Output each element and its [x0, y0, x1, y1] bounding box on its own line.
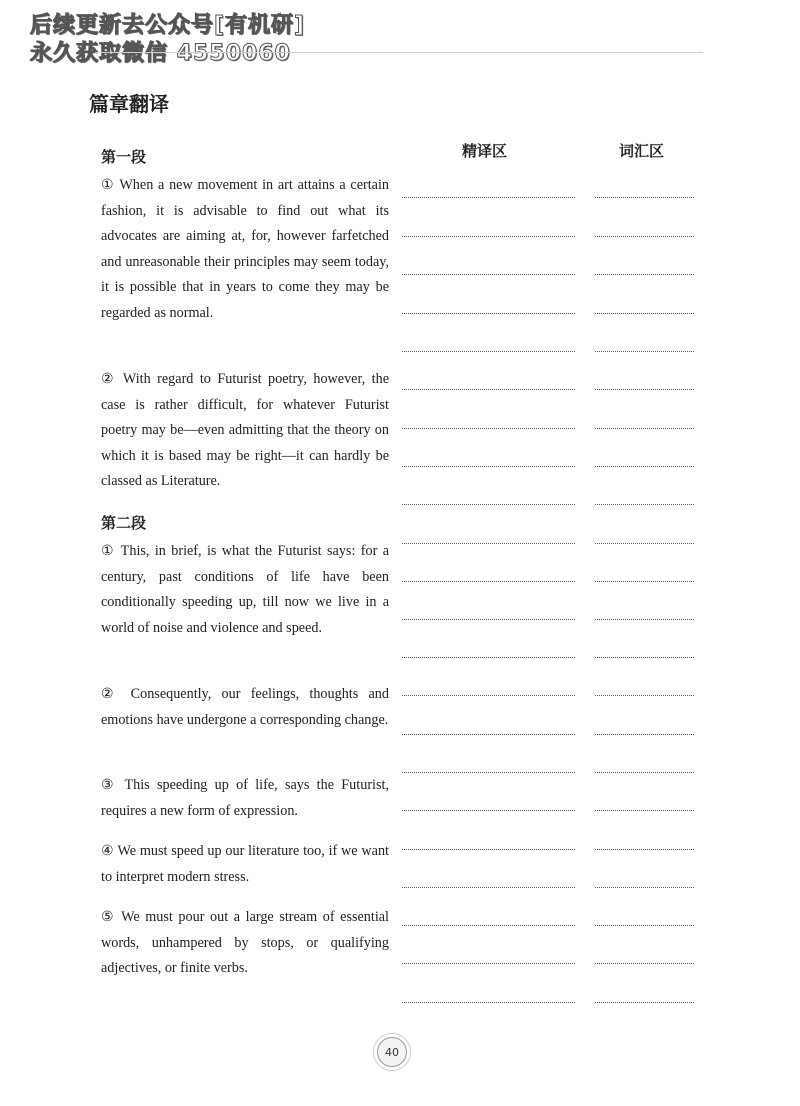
section-2-paragraph-2: ② Consequently, our feelings, thoughts and emotions have undergone a corresponding change. — [101, 686, 389, 728]
vocabulary-writing-line — [595, 389, 694, 390]
vocabulary-writing-line — [595, 236, 694, 237]
translation-writing-line — [402, 236, 575, 237]
translation-writing-line — [402, 1002, 575, 1003]
section-2-paragraph-1: ① This, in brief, is what the Futurist says: for a century, past conditions of life have been conditionally speeding up, till now we live in a world of noise and violence and speed. — [101, 543, 389, 636]
translation-writing-line — [402, 849, 575, 850]
translation-writing-line — [402, 887, 575, 888]
section-title-2: 第二段 — [101, 514, 147, 532]
translation-writing-line — [402, 274, 575, 275]
translation-writing-line — [402, 428, 575, 429]
header-rule — [95, 52, 703, 53]
section-1-paragraph-1: ① When a new movement in art attains a certain fashion, it is advisable to find out what its advocates are aiming at, for, however farfetched and unreasonable their principles may seem today, it is possible that in years to come they may be regarded as normal. — [101, 177, 389, 321]
translation-writing-line — [402, 734, 575, 735]
vocabulary-writing-line — [595, 351, 694, 352]
vocabulary-writing-line — [595, 734, 694, 735]
vocabulary-writing-line — [595, 504, 694, 505]
translation-writing-line — [402, 810, 575, 811]
vocabulary-writing-line — [595, 581, 694, 582]
vocabulary-writing-line — [595, 810, 694, 811]
page-number: 40 — [377, 1037, 407, 1067]
vocabulary-writing-line — [595, 887, 694, 888]
vocabulary-writing-line — [595, 543, 694, 544]
translation-writing-line — [402, 925, 575, 926]
translation-writing-line — [402, 543, 575, 544]
vocabulary-writing-line — [595, 925, 694, 926]
translation-writing-line — [402, 695, 575, 696]
vocabulary-writing-line — [595, 428, 694, 429]
vocabulary-writing-line — [595, 772, 694, 773]
vocabulary-writing-line — [595, 313, 694, 314]
translation-writing-line — [402, 389, 575, 390]
translation-writing-line — [402, 657, 575, 658]
section-2-paragraph-3: ③ This speeding up of life, says the Futurist, requires a new form of expression. — [101, 777, 389, 819]
vocabulary-writing-line — [595, 657, 694, 658]
translation-writing-line — [402, 504, 575, 505]
translation-writing-line — [402, 772, 575, 773]
vocabulary-column-header: 词汇区 — [619, 142, 665, 160]
translation-writing-line — [402, 619, 575, 620]
vocabulary-writing-line — [595, 963, 694, 964]
translation-writing-line — [402, 197, 575, 198]
vocabulary-writing-line — [595, 849, 694, 850]
watermark-line-1: 后续更新去公众号[有机研] — [30, 13, 306, 38]
translation-writing-line — [402, 313, 575, 314]
vocabulary-writing-line — [595, 619, 694, 620]
page-title: 篇章翻译 — [89, 92, 169, 116]
vocabulary-writing-line — [595, 197, 694, 198]
vocabulary-writing-line — [595, 466, 694, 467]
translation-writing-line — [402, 581, 575, 582]
watermark-line-2: 永久获取微信 4550060 — [30, 41, 291, 66]
translation-writing-line — [402, 963, 575, 964]
section-2-paragraph-4: ④ We must speed up our literature too, if we want to interpret modern stress. — [101, 843, 389, 885]
translation-column-header: 精译区 — [462, 142, 508, 160]
vocabulary-writing-line — [595, 695, 694, 696]
translation-writing-line — [402, 466, 575, 467]
translation-writing-line — [402, 351, 575, 352]
vocabulary-writing-line — [595, 1002, 694, 1003]
section-1-paragraph-2: ② With regard to Futurist poetry, however, the case is rather difficult, for whatever Futurist poetry may be—even admitting that the theory on which it is based may be right—it can hardly be classed as Literature. — [101, 371, 389, 489]
vocabulary-writing-line — [595, 274, 694, 275]
section-2-paragraph-5: ⑤ We must pour out a large stream of essential words, unhampered by stops, or qualifying adjectives, or finite verbs. — [101, 909, 389, 976]
section-title-1: 第一段 — [101, 148, 147, 166]
